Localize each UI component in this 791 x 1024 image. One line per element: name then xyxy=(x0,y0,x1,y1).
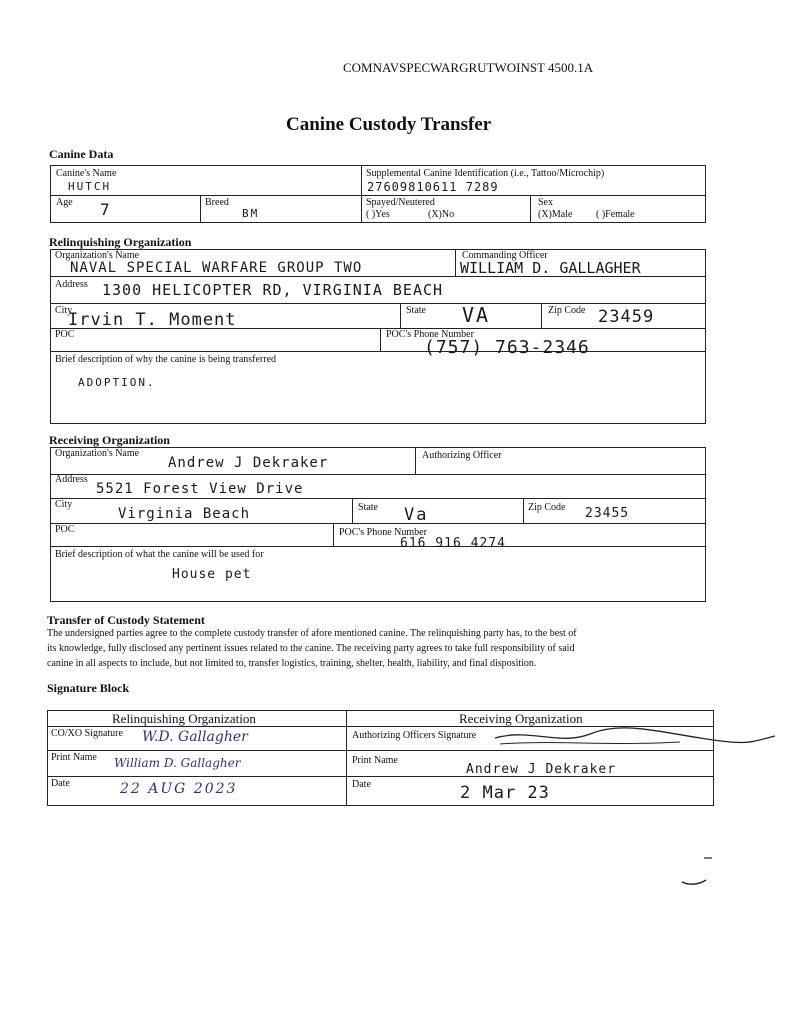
recv-state-label: State xyxy=(358,502,378,513)
divider xyxy=(50,195,705,196)
canine-data-heading: Canine Data xyxy=(49,147,114,161)
divider xyxy=(333,523,334,547)
spayed-label: Spayed/Neutered xyxy=(366,197,435,208)
city-label: City xyxy=(55,305,73,316)
recv-state-value: Va xyxy=(404,505,429,525)
divider xyxy=(361,166,362,222)
coxo-signature-label: CO/XO Signature xyxy=(51,728,123,739)
recv-address-label: Address xyxy=(55,474,88,485)
org-name-label: Organization's Name xyxy=(55,250,140,261)
divider xyxy=(50,474,705,475)
supp-id-value: 27609810611 7289 xyxy=(367,180,499,194)
recv-date-value: 2 Mar 23 xyxy=(460,783,550,803)
divider xyxy=(352,498,353,524)
receiving-heading: Receiving Organization xyxy=(49,433,170,447)
address-label: Address xyxy=(55,279,88,290)
divider xyxy=(50,498,705,499)
transfer-statement-line: its knowledge, fully disclosed any pertinent issues related to the canine. The receiving party agrees to take full responsibility of said xyxy=(47,643,575,654)
spayed-no-option: (X)No xyxy=(428,209,455,220)
sex-female-option: ( )Female xyxy=(596,209,635,220)
divider xyxy=(523,498,524,524)
signature-heading: Signature Block xyxy=(47,681,130,695)
brief-label: Brief description of why the canine is being transferred xyxy=(55,354,277,365)
breed-value: BM xyxy=(242,207,260,220)
date-label: Date xyxy=(51,778,70,789)
state-value: VA xyxy=(462,303,491,327)
recv-print-name-label: Print Name xyxy=(352,755,398,766)
supp-id-label: Supplemental Canine Identification (i.e., Tattoo/Microchip) xyxy=(366,168,605,179)
address-value: 1300 HELICOPTER RD, VIRGINIA BEACH xyxy=(102,281,444,299)
page-title: Canine Custody Transfer xyxy=(286,114,492,135)
commanding-officer-value: WILLIAM D. GALLAGHER xyxy=(460,259,641,277)
coxo-signature: W.D. Gallagher xyxy=(142,729,248,745)
recv-poc-label: POC xyxy=(55,524,75,535)
transfer-statement-line: The undersigned parties agree to the complete custody transfer of afore mentioned canine. The relinquishing party has, to the best of xyxy=(47,628,577,639)
recv-city-label: City xyxy=(55,499,73,510)
sex-label: Sex xyxy=(538,197,553,208)
canine-name-label: Canine's Name xyxy=(56,168,117,179)
spayed-yes-option: ( )Yes xyxy=(366,209,390,220)
recv-brief-value: House pet xyxy=(172,567,252,582)
recv-phone-value: 616 916 4274 xyxy=(400,536,506,551)
recv-zip-label: Zip Code xyxy=(528,502,566,513)
transfer-statement-line: canine in all aspects to include, but not limited to, transfer logistics, training, shelter, health, liability, and final disposition. xyxy=(47,658,537,669)
divider xyxy=(50,523,705,524)
authorizing-signature xyxy=(490,724,780,754)
divider xyxy=(530,195,531,222)
poc-label: POC xyxy=(55,329,75,340)
receiving-column-header: Receiving Organization xyxy=(459,711,583,726)
divider xyxy=(400,303,401,329)
recv-org-name-label: Organization's Name xyxy=(55,448,140,459)
recv-brief-label: Brief description of what the canine will be used for xyxy=(55,549,264,560)
print-name-value: William D. Gallagher xyxy=(114,756,241,770)
recv-print-name-value: Andrew J Dekraker xyxy=(466,762,617,777)
relinquishing-column-header: Relinquishing Organization xyxy=(112,711,256,726)
date-value: 22 AUG 2023 xyxy=(120,781,238,797)
sex-male-option: (X)Male xyxy=(538,209,573,220)
divider xyxy=(380,328,381,352)
age-value: 7 xyxy=(100,200,112,219)
phone-value: (757) 763-2346 xyxy=(424,337,590,358)
commanding-officer-label: Commanding Officer xyxy=(462,250,548,261)
receiving-box xyxy=(50,447,706,602)
recv-zip-value: 23455 xyxy=(585,506,630,521)
recv-phone-label: POC's Phone Number xyxy=(339,527,427,538)
relinquishing-heading: Relinquishing Organization xyxy=(49,235,192,249)
age-label: Age xyxy=(56,197,73,208)
org-name-value: NAVAL SPECIAL WARFARE GROUP TWO xyxy=(70,260,363,276)
recv-date-label: Date xyxy=(352,779,371,790)
zip-label: Zip Code xyxy=(548,305,586,316)
city-value: Irvin T. Moment xyxy=(68,310,237,330)
stray-pen-mark xyxy=(676,852,716,892)
state-label: State xyxy=(406,305,426,316)
divider xyxy=(50,351,705,352)
authorizing-officer-label: Authorizing Officer xyxy=(422,450,502,461)
zip-value: 23459 xyxy=(598,307,655,327)
divider xyxy=(50,303,705,304)
recv-address-value: 5521 Forest View Drive xyxy=(96,481,304,497)
divider xyxy=(541,303,542,329)
recv-org-name-value: Andrew J Dekraker xyxy=(168,455,329,471)
divider xyxy=(415,448,416,475)
breed-label: Breed xyxy=(205,197,229,208)
authorizing-signature-label: Authorizing Officers Signature xyxy=(352,730,477,741)
phone-label: POC's Phone Number xyxy=(386,329,474,340)
divider xyxy=(455,250,456,277)
transfer-heading: Transfer of Custody Statement xyxy=(47,613,205,627)
recv-city-value: Virginia Beach xyxy=(118,506,251,522)
print-name-label: Print Name xyxy=(51,752,97,763)
canine-name-value: HUTCH xyxy=(68,180,112,193)
instruction-number: COMNAVSPECWARGRUTWOINST 4500.1A xyxy=(343,60,594,75)
divider xyxy=(50,546,705,547)
brief-value: ADOPTION. xyxy=(78,376,156,389)
divider xyxy=(200,195,201,222)
